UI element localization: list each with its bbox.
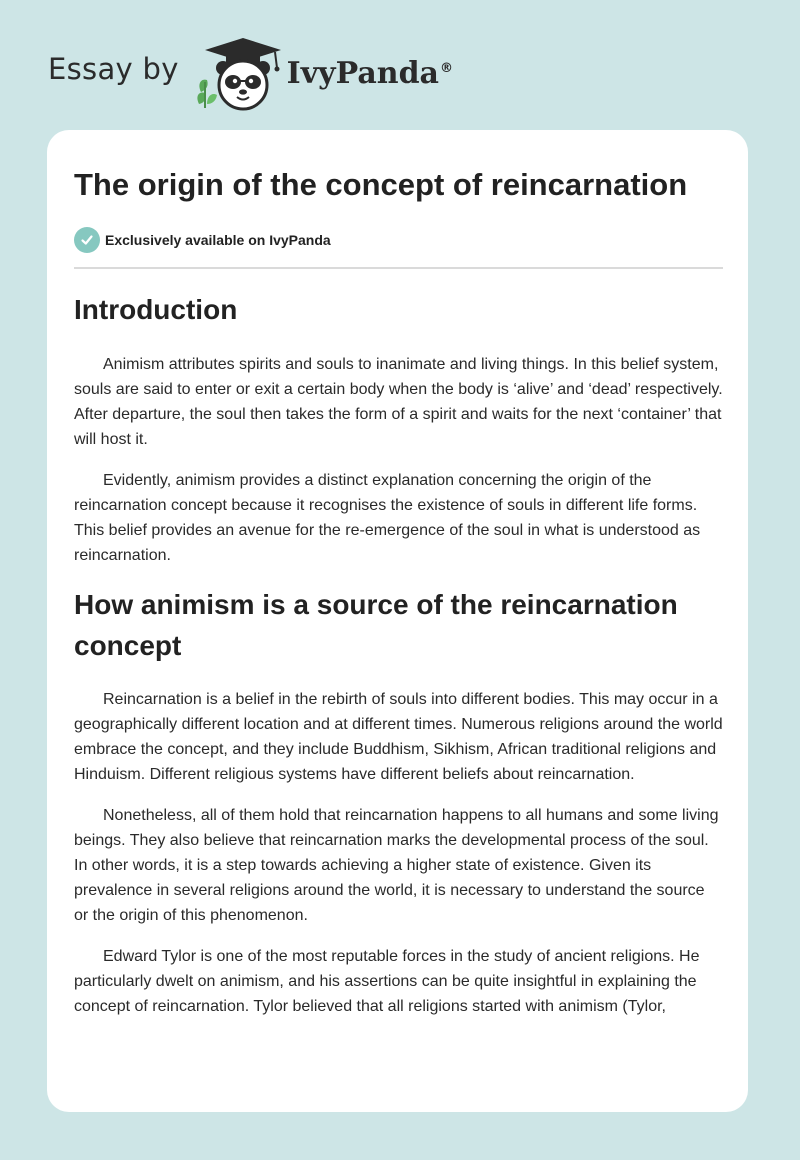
paragraph: Animism attributes spirits and souls to inanimate and living things. In this belief system, souls are said to enter or exit a certain body when the body is ‘alive’ and ‘dead’ respectively. After departure, the soul then takes the form of a spirit and waits for the next ‘container’ that will host it. [74, 356, 723, 448]
paragraph: Reincarnation is a belief in the rebirth of souls into different bodies. This may occur in a geographically different location and at different times. Numerous religions around the world embrace the concept, and they include Buddhism, Sikhism, African traditional religions and Hinduism. Different religious systems have different beliefs about reincarnation. [74, 691, 723, 783]
paragraph: Edward Tylor is one of the most reputable forces in the study of ancient religions. He particularly dwelt on animism, and his assertions can be quite insightful in explaining the concept of reincarnation. Tylor believed that all religions started with animism (Tylor, [74, 948, 700, 1015]
section-heading-introduction: Introduction [74, 294, 238, 325]
registered-mark: ® [440, 60, 453, 76]
page-title: The origin of the concept of reincarnation [74, 167, 688, 202]
exclusive-badge [74, 226, 723, 254]
paragraph: Evidently, animism provides a distinct explanation concerning the origin of the reincarnation concept because it recognises the existence of souls in different life forms. This belief provides an avenue for the re-emergence of the soul in what is understood as reincarnation. [74, 472, 701, 564]
paragraph: Nonetheless, all of them hold that reincarnation happens to all humans and some living beings. They also believe that reincarnation marks the developmental process of the soul. In other words, it is a step towards achieving a higher state of existence. Given its prevalence in several religions around the world, it is necessary to understand the source or the origin of this phenomenon. [74, 807, 719, 924]
essay-card [47, 130, 748, 1112]
brand-prefix: Essay by [48, 52, 179, 86]
divider [74, 267, 723, 269]
brand-name [287, 56, 453, 91]
section-heading-animism-source: How animism is a source of the reincarnation concept [74, 589, 678, 661]
brand-header [48, 34, 453, 114]
brand-name-text: IvyPanda [286, 55, 439, 91]
essay-content [74, 130, 723, 1019]
exclusive-badge-label: Exclusively available on IvyPanda [105, 232, 331, 248]
panda-logo-icon [193, 34, 289, 114]
check-icon [74, 227, 100, 253]
